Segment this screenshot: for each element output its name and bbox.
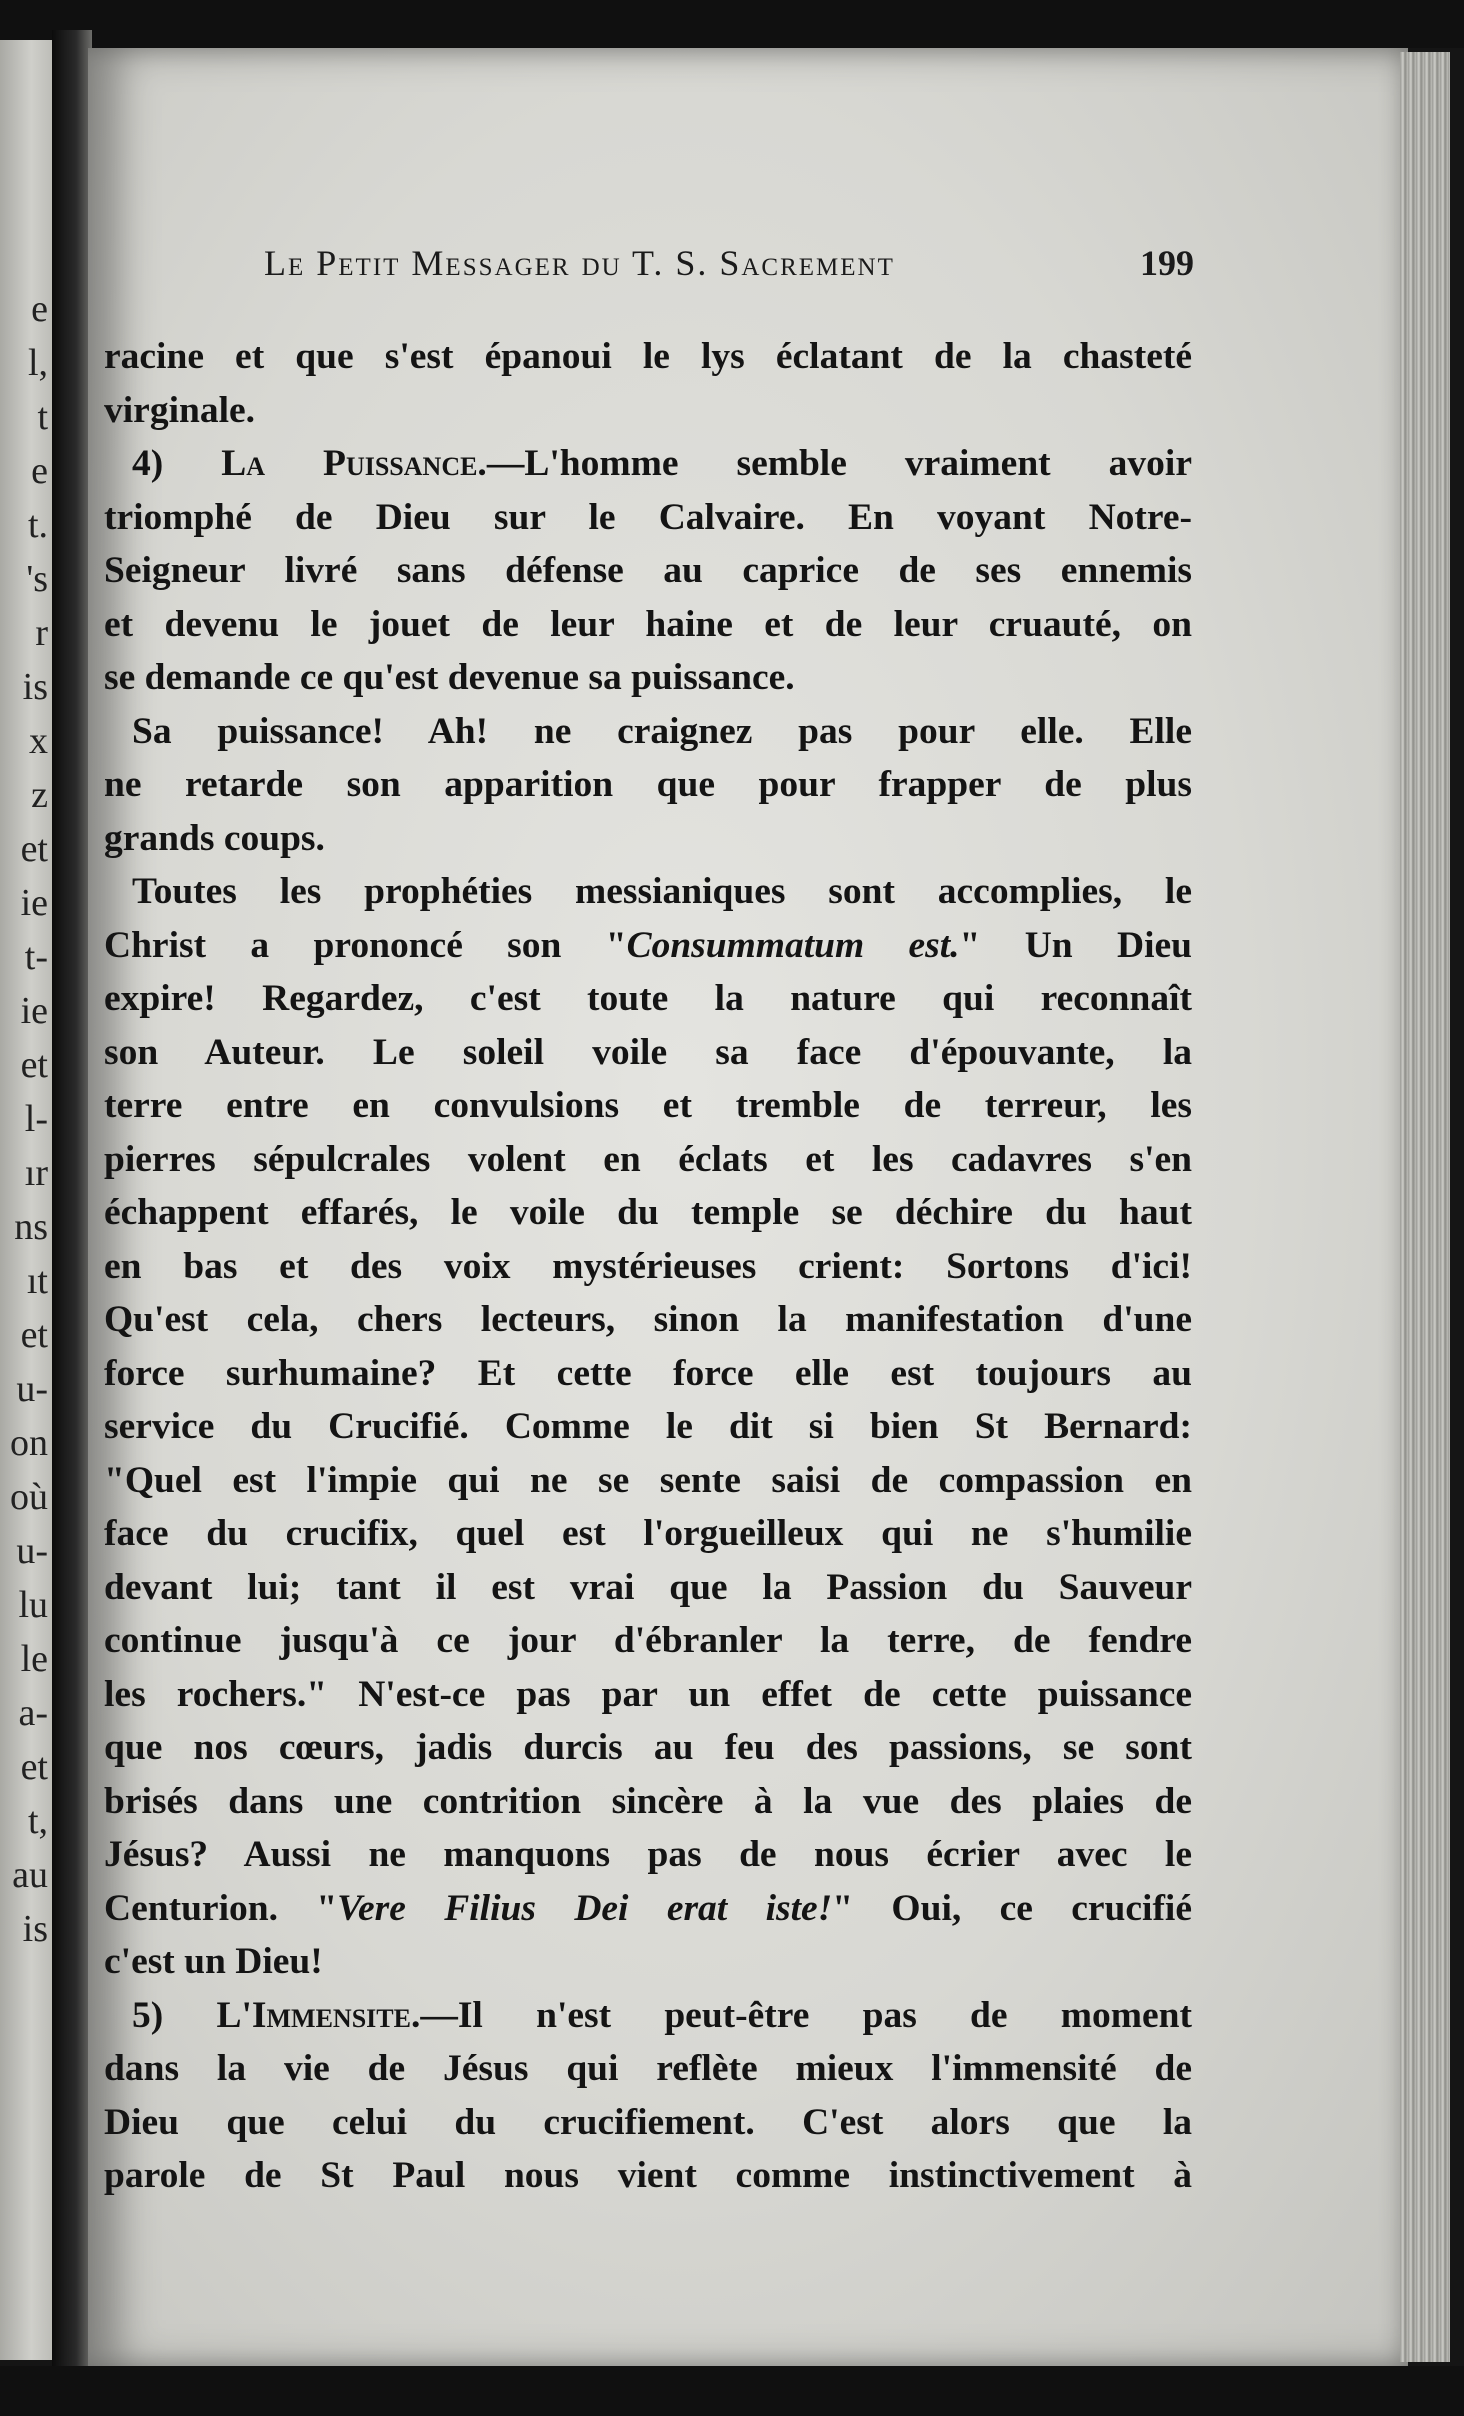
text-line: " Un Dieu bbox=[959, 924, 1192, 966]
text-line: se demande ce qu'est devenue sa puissance. bbox=[104, 657, 795, 698]
left-page-fragment: lu bbox=[18, 1584, 48, 1626]
book-gutter bbox=[52, 30, 92, 2370]
paragraph bbox=[104, 1989, 1192, 2043]
text-line: c'est un Dieu! bbox=[104, 1941, 323, 1982]
left-page-fragment: ır bbox=[24, 1152, 48, 1194]
paragraph bbox=[104, 2042, 1192, 2096]
text-line: terre entre en convulsions et tremble de terreur, les bbox=[104, 1085, 1192, 1126]
paragraph bbox=[104, 1079, 1192, 1133]
paragraph bbox=[104, 1775, 1192, 1829]
scan-top-border bbox=[0, 0, 1464, 48]
paragraph bbox=[104, 1400, 1192, 1454]
paragraph bbox=[104, 1507, 1192, 1561]
paragraph bbox=[104, 705, 1192, 759]
left-page-fragment: e bbox=[31, 450, 48, 492]
left-page-fragment: au bbox=[12, 1854, 48, 1896]
text-line: pierres sépulcrales volent en éclats et les cadavres s'en bbox=[104, 1138, 1192, 1180]
left-page-fragment: u- bbox=[16, 1368, 48, 1410]
left-page-fragment: ıt bbox=[26, 1260, 48, 1302]
paragraph-end bbox=[104, 384, 1192, 438]
left-page-fragment: on bbox=[10, 1422, 48, 1464]
left-page-fragment: z bbox=[31, 774, 48, 816]
left-page-fragment: x bbox=[29, 720, 48, 762]
text-line: face du crucifix, quel est l'orgueilleux qui ne s'humilie bbox=[104, 1513, 1192, 1554]
text-line: virginale. bbox=[104, 389, 256, 431]
paragraph bbox=[104, 1347, 1192, 1401]
left-page-fragment: 's bbox=[26, 558, 48, 600]
text-line: grands coups. bbox=[104, 817, 325, 859]
paragraph-end bbox=[104, 1935, 1192, 1989]
text-line: brisés dans une contrition sincère à la vue des plaies de bbox=[104, 1780, 1192, 1822]
left-page-fragment: ie bbox=[20, 990, 48, 1032]
left-page-fragment: t, bbox=[27, 1800, 48, 1842]
paragraph bbox=[104, 758, 1192, 812]
left-page-fragment: t bbox=[37, 396, 48, 438]
left-page-sliver bbox=[0, 40, 52, 2360]
left-page-fragment: a- bbox=[18, 1692, 48, 1734]
text-line: les rochers." N'est-ce pas par un effet de cette puissance bbox=[104, 1673, 1192, 1715]
left-page-fragment: le bbox=[20, 1638, 48, 1680]
text-line: racine et que s'est épanoui le lys éclatant de la chasteté bbox=[104, 336, 1192, 377]
running-title: Le Petit Messager du T. S. Sacrement bbox=[264, 243, 895, 283]
left-page-fragment: is bbox=[22, 1908, 48, 1950]
paragraph bbox=[104, 1721, 1192, 1775]
latin-quote: Consummatum est. bbox=[626, 924, 960, 966]
body-text bbox=[104, 330, 1192, 2203]
paragraph bbox=[104, 2096, 1192, 2150]
paragraph bbox=[104, 491, 1192, 545]
paragraph bbox=[104, 1454, 1192, 1508]
left-page-fragment: et bbox=[20, 1044, 48, 1086]
paragraph bbox=[104, 598, 1192, 652]
paragraph bbox=[104, 919, 1192, 973]
left-page-fragment: et bbox=[20, 1746, 48, 1788]
left-page-fragment: e bbox=[31, 288, 48, 330]
text-line: Sa puissance! Ah! ne craignez pas pour elle. Elle bbox=[132, 710, 1192, 752]
text-line: Christ a prononcé son " bbox=[104, 924, 627, 966]
text-line: triomphé de Dieu sur le Calvaire. En voyant Notre- bbox=[104, 496, 1192, 538]
text-line: expire! Regardez, c'est toute la nature qui reconnaît bbox=[104, 978, 1192, 1019]
page-edge-stack bbox=[1400, 52, 1450, 2362]
text-line: que nos cœurs, jadis durcis au feu des passions, se sont bbox=[104, 1727, 1192, 1768]
left-page-fragment: l, bbox=[27, 342, 48, 384]
paragraph bbox=[104, 1561, 1192, 1615]
paragraph-end bbox=[104, 812, 1192, 866]
paragraph bbox=[104, 1293, 1192, 1347]
paragraph bbox=[104, 1240, 1192, 1294]
paragraph bbox=[104, 865, 1192, 919]
paragraph bbox=[104, 1133, 1192, 1187]
text-line: échappent effarés, le voile du temple se déchire du haut bbox=[104, 1192, 1192, 1233]
section-heading: 5) L'Immensite. bbox=[132, 1994, 421, 2036]
text-line: parole de St Paul nous vient comme instinctivement à bbox=[104, 2155, 1192, 2196]
paragraph bbox=[104, 1828, 1192, 1882]
paragraph bbox=[104, 544, 1192, 598]
paragraph bbox=[104, 1186, 1192, 1240]
text-line: en bas et des voix mystérieuses crient: Sortons d'ici! bbox=[104, 1245, 1192, 1287]
paragraph bbox=[104, 437, 1192, 491]
text-line: Qu'est cela, chers lecteurs, sinon la manifestation d'une bbox=[104, 1299, 1192, 1340]
text-line: continue jusqu'à ce jour d'ébranler la terre, de fendre bbox=[104, 1620, 1192, 1661]
text-line: devant lui; tant il est vrai que la Passion du Sauveur bbox=[104, 1566, 1192, 1608]
paragraph bbox=[104, 1026, 1192, 1080]
paragraph bbox=[104, 2149, 1192, 2203]
left-page-fragment: t. bbox=[27, 504, 48, 546]
latin-quote: Vere Filius Dei erat iste! bbox=[337, 1887, 833, 1929]
page-number: 199 bbox=[1140, 243, 1194, 283]
text-line: Dieu que celui du crucifiement. C'est alors que la bbox=[104, 2101, 1192, 2143]
left-page-fragment: l- bbox=[24, 1098, 48, 1140]
left-page-fragment: et bbox=[20, 828, 48, 870]
text-line: service du Crucifié. Comme le dit si bien St Bernard: bbox=[104, 1406, 1192, 1447]
scan-bottom-border bbox=[0, 2366, 1464, 2416]
left-page-fragment: ns bbox=[14, 1206, 48, 1248]
paragraph bbox=[104, 1668, 1192, 1722]
text-line: Centurion. " bbox=[104, 1887, 338, 1929]
text-line: et devenu le jouet de leur haine et de leur cruauté, on bbox=[104, 603, 1192, 645]
text-line: Jésus? Aussi ne manquons pas de nous écrier avec le bbox=[104, 1834, 1192, 1875]
text-line: force surhumaine? Et cette force elle est toujours au bbox=[104, 1352, 1192, 1394]
paragraph bbox=[104, 1614, 1192, 1668]
running-header bbox=[174, 242, 1194, 292]
text-line: ne retarde son apparition que pour frapper de plus bbox=[104, 764, 1192, 805]
left-page-fragment: et bbox=[20, 1314, 48, 1356]
left-page-fragment: ie bbox=[20, 882, 48, 924]
text-line: "Quel est l'impie qui ne se sente saisi de compassion en bbox=[104, 1459, 1192, 1501]
paragraph bbox=[104, 1882, 1192, 1936]
text-line: son Auteur. Le soleil voile sa face d'épouvante, la bbox=[104, 1031, 1192, 1073]
left-page-fragment: is bbox=[22, 666, 48, 708]
text-line: dans la vie de Jésus qui reflète mieux l'immensité de bbox=[104, 2048, 1192, 2089]
text-line: —Il n'est peut-être pas de moment bbox=[420, 1994, 1193, 2036]
left-page-fragment: t- bbox=[24, 936, 48, 978]
section-heading: 4) La Puissance. bbox=[132, 443, 487, 484]
left-page-fragment: où bbox=[10, 1476, 48, 1518]
text-line: —L'homme semble vraiment avoir bbox=[486, 443, 1192, 484]
text-line: " Oui, ce crucifié bbox=[832, 1887, 1192, 1929]
paragraph bbox=[104, 330, 1192, 384]
paragraph-end bbox=[104, 651, 1192, 705]
paragraph bbox=[104, 972, 1192, 1026]
text-line: Toutes les prophéties messianiques sont accomplies, le bbox=[132, 871, 1192, 912]
left-page-fragment: u- bbox=[16, 1530, 48, 1572]
text-line: Seigneur livré sans défense au caprice de ses ennemis bbox=[104, 550, 1192, 591]
left-page-fragment: r bbox=[35, 612, 48, 654]
